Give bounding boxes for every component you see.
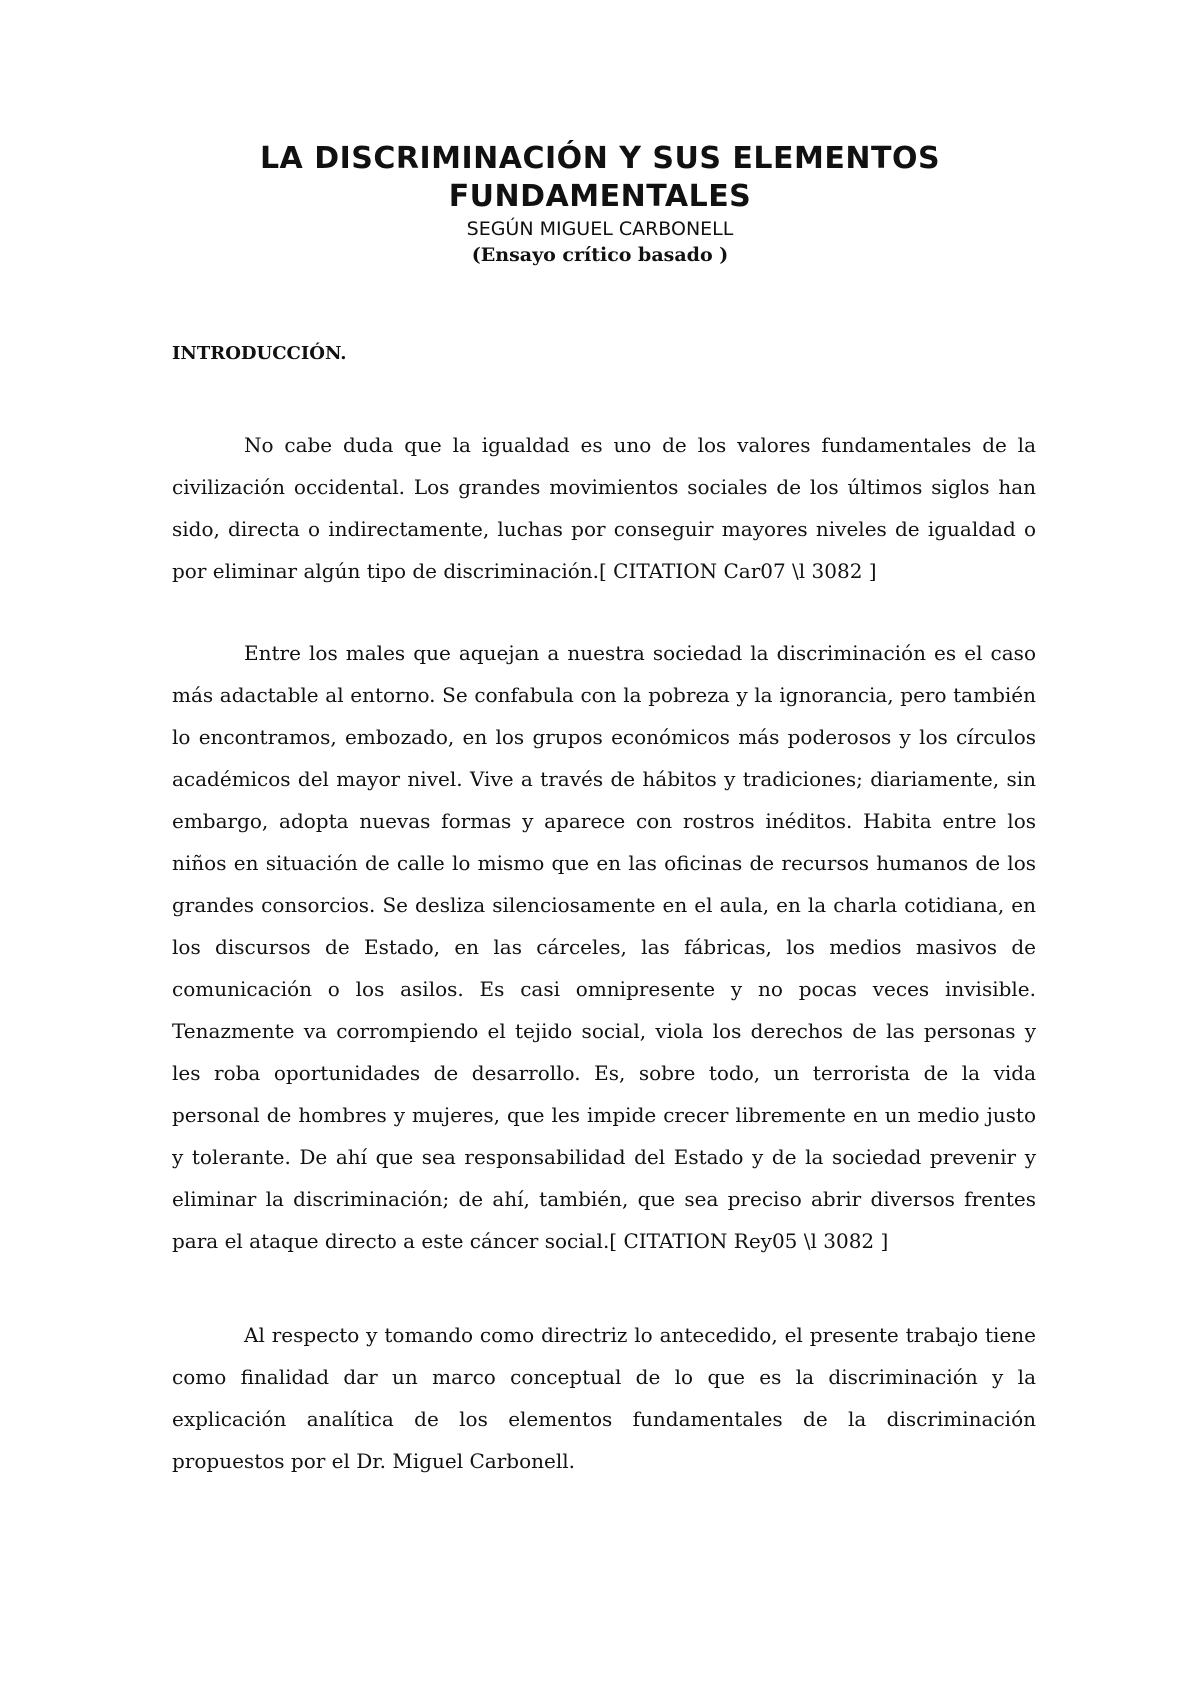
paragraph-2: Entre los males que aquejan a nuestra sociedad la discriminación es el caso más adactable al entorno. Se confabula con la pobreza y la ignorancia, pero también lo encontramos, embozado, en los grupos económicos más poderosos y los círculos académicos del mayor nivel. Vive a través de hábitos y tradiciones; diariamente, sin embargo, adopta nuevas formas y aparece con rostros inéditos. Habita entre los niños en situación de calle lo mismo que en las oficinas de recursos humanos de los grandes consorcios. Se desliza silenciosamente en el aula, en la charla cotidiana, en los discursos de Estado, en las cárceles, las fábricas, los medios masivos de comunicación o los asilos. Es casi omnipresente y no pocas veces invisible. Tenazmente va corrompiendo el tejido social, viola los derechos de las personas y les roba oportunidades de desarrollo. Es, sobre todo, un terrorista de la vida personal de hombres y mujeres, que les impide crecer libremente en un medio justo y tolerante. De ahí que sea responsabilidad del Estado y de la sociedad prevenir y eliminar la discriminación; de ahí, también, que sea preciso abrir diversos frentes para el ataque directo a este cáncer social.[ CITATION Rey05 \l 3082 ] xyxy=(172,641,1036,1253)
document-note: (Ensayo crítico basado ) xyxy=(471,244,729,266)
paragraph-1: No cabe duda que la igualdad es uno de los valores fundamentales de la civilización occidental. Los grandes movimientos sociales de los últimos siglos han sido, directa o indirectamente, luchas por conseguir mayores niveles de igualdad o por eliminar algún tipo de discriminación.[ CITATION Car07 \l 3082 ] xyxy=(172,433,1036,583)
document-title: LA DISCRIMINACIÓN Y SUS ELEMENTOS FUNDAMENTALES xyxy=(259,141,941,214)
title-block xyxy=(200,140,1000,268)
paragraph-3: Al respecto y tomando como directriz lo antecedido, el presente trabajo tiene como finalidad dar un marco conceptual de lo que es la discriminación y la explicación analítica de los elementos fundamentales de la discriminación propuestos por el Dr. Miguel Carbonell. xyxy=(172,1323,1036,1473)
section-heading: INTRODUCCIÓN. xyxy=(172,343,347,364)
document-subtitle: SEGÚN MIGUEL CARBONELL xyxy=(466,218,734,240)
